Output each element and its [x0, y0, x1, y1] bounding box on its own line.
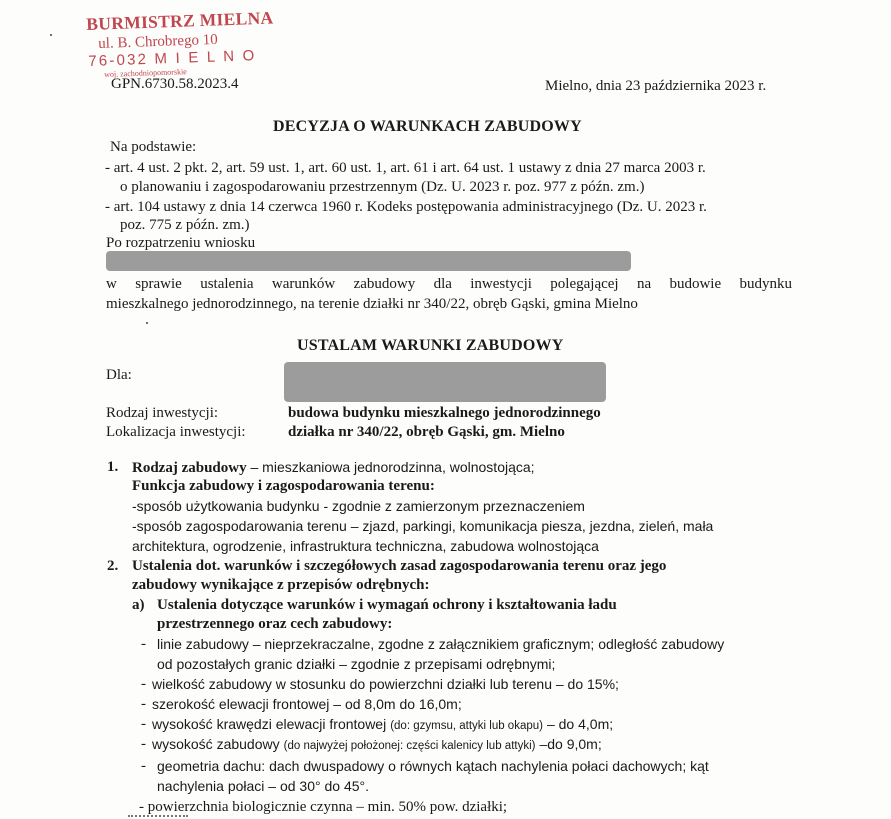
bullet-dash: -: [141, 736, 146, 752]
item-1-subheading: Funkcja zabudowy i zagospodarowania terenu:: [132, 478, 435, 494]
bullet-dash: -: [141, 716, 146, 732]
bullet-dash: -: [141, 696, 146, 712]
stamp-subtitle: woj. zachodniopomorskie: [104, 67, 187, 79]
section-title: USTALAM WARUNKI ZABUDOWY: [297, 337, 564, 354]
scan-dot: [50, 34, 52, 36]
investment-location-label: Lokalizacja inwestycji:: [106, 424, 246, 440]
bullet-biologically-active-area: - powierzchnia biologicznie czynna – min. 50% pow. działki;: [139, 799, 508, 815]
for-label: Dla:: [106, 367, 132, 383]
bullet-roof-geometry-line-2: nachylenia połaci – od 30° do 45°.: [157, 778, 370, 794]
item-1-line: [132, 459, 535, 477]
item-2-number: 2.: [107, 558, 119, 574]
document-date: Mielno, dnia 23 października 2023 r.: [545, 78, 767, 94]
building-height-main: wysokość zabudowy: [152, 736, 280, 752]
bullet-building-height: [152, 736, 602, 754]
item-1-text: – mieszkaniowa jednorodzinna, wolnostojąca;: [246, 459, 535, 475]
basis-item-1-line-2: o planowaniu i zagospodarowaniu przestrzennym (Dz. U. 2023 r. poz. 977 z późn. zm.): [120, 179, 645, 195]
redacted-applicant: [106, 251, 631, 271]
item-1-number: 1.: [107, 459, 119, 475]
bullet-building-size: wielkość zabudowy w stosunku do powierzchni działki lub terenu – do 15%;: [152, 676, 619, 692]
basis-item-1-line-1: - art. 4 ust. 2 pkt. 2, art. 59 ust. 1, art. 60 ust. 1, art. 61 i art. 64 ust. 1 ustawy z dnia 27 marca 2003 r.: [105, 160, 706, 176]
building-height-note: (do najwyżej położonej: części kalenicy lub attyki): [283, 740, 536, 752]
item-1-label: Rodzaj zabudowy: [132, 460, 247, 476]
item-2a-letter: a): [132, 597, 145, 613]
bullet-building-lines-line-2: od pozostałych granic działki – zgodnie z przepisami odrębnymi;: [157, 656, 556, 672]
stamp-title: BURMISTRZ MIELNA: [86, 7, 274, 34]
investment-type-label: Rodzaj inwestycji:: [106, 405, 219, 421]
bullet-roof-geometry-line-1: geometria dachu: dach dwuspadowy o równych kątach nachylenia połaci dachowych; kąt: [157, 758, 709, 774]
bullet-building-lines-line-1: linie zabudowy – nieprzekraczalne, zgodne z załącznikiem graficznym; odległość zabudowy: [157, 636, 725, 652]
item-2a-heading-line-2: przestrzennego oraz cech zabudowy:: [157, 616, 393, 632]
investment-type-value: budowa budynku mieszkalnego jednorodzinnego: [288, 405, 601, 421]
basis-after: Po rozpatrzeniu wniosku: [106, 235, 256, 251]
bullet-facade-width: szerokość elewacji frontowej – od 8,0m do 16,0m;: [152, 696, 462, 712]
document-title: DECYZJA O WARUNKACH ZABUDOWY: [273, 118, 582, 135]
item-2-heading-line-2: zabudowy wynikające z przepisów odrębnych:: [132, 577, 430, 593]
bullet-dash: -: [141, 636, 146, 652]
basis-intro: Na podstawie:: [110, 139, 197, 155]
investment-location-value: działka nr 340/22, obręb Gąski, gm. Mielno: [288, 424, 565, 440]
facade-height-value: – do 4,0m;: [546, 716, 614, 732]
scan-dot: [146, 322, 148, 324]
bullet-facade-height: [152, 716, 613, 734]
cut-off-next-line: [128, 815, 628, 819]
item-2a-heading-line-1: Ustalenia dotyczące warunków i wymagań ochrony i kształtowania ładu: [157, 597, 617, 613]
item-1-land-use-line-1: -sposób zagospodarowania terenu – zjazd, parkingi, komunikacja piesza, jezdna, zieleń, mała: [132, 518, 714, 534]
bullet-dash: -: [141, 676, 146, 692]
basis-item-2-line-1: - art. 104 ustawy z dnia 14 czerwca 1960 r. Kodeks postępowania administracyjnego (Dz. U. 2023 r.: [105, 199, 707, 215]
building-height-value: –do 9,0m;: [539, 736, 602, 752]
facade-height-note: (do: gzymsu, attyki lub okapu): [390, 720, 543, 732]
item-1-usage: -sposób użytkowania budynku - zgodnie z zamierzonym przeznaczeniem: [132, 498, 585, 514]
subject-line-1: w sprawie ustalenia warunków zabudowy dla inwestycji polegającej na budowie budynku: [106, 276, 792, 292]
stamp-city: 76-032 M I E L N O: [88, 47, 257, 70]
facade-height-main: wysokość krawędzi elewacji frontowej: [152, 716, 387, 732]
redacted-recipient: [284, 362, 606, 402]
bullet-dash: -: [141, 758, 146, 774]
stamp-address: ul. B. Chrobrego 10: [98, 31, 219, 52]
item-2-heading-line-1: Ustalenia dot. warunków i szczegółowych zasad zagospodarowania terenu oraz jego: [132, 558, 667, 574]
basis-item-2-line-2: poz. 775 z późn. zm.): [120, 217, 250, 233]
reference-number: GPN.6730.58.2023.4: [111, 76, 239, 92]
subject-line-2: mieszkalnego jednorodzinnego, na terenie działki nr 340/22, obręb Gąski, gmina Mielno: [106, 296, 638, 312]
item-1-land-use-line-2: architektura, ogrodzenie, infrastruktura techniczna, zabudowa wolnostojąca: [132, 538, 599, 554]
